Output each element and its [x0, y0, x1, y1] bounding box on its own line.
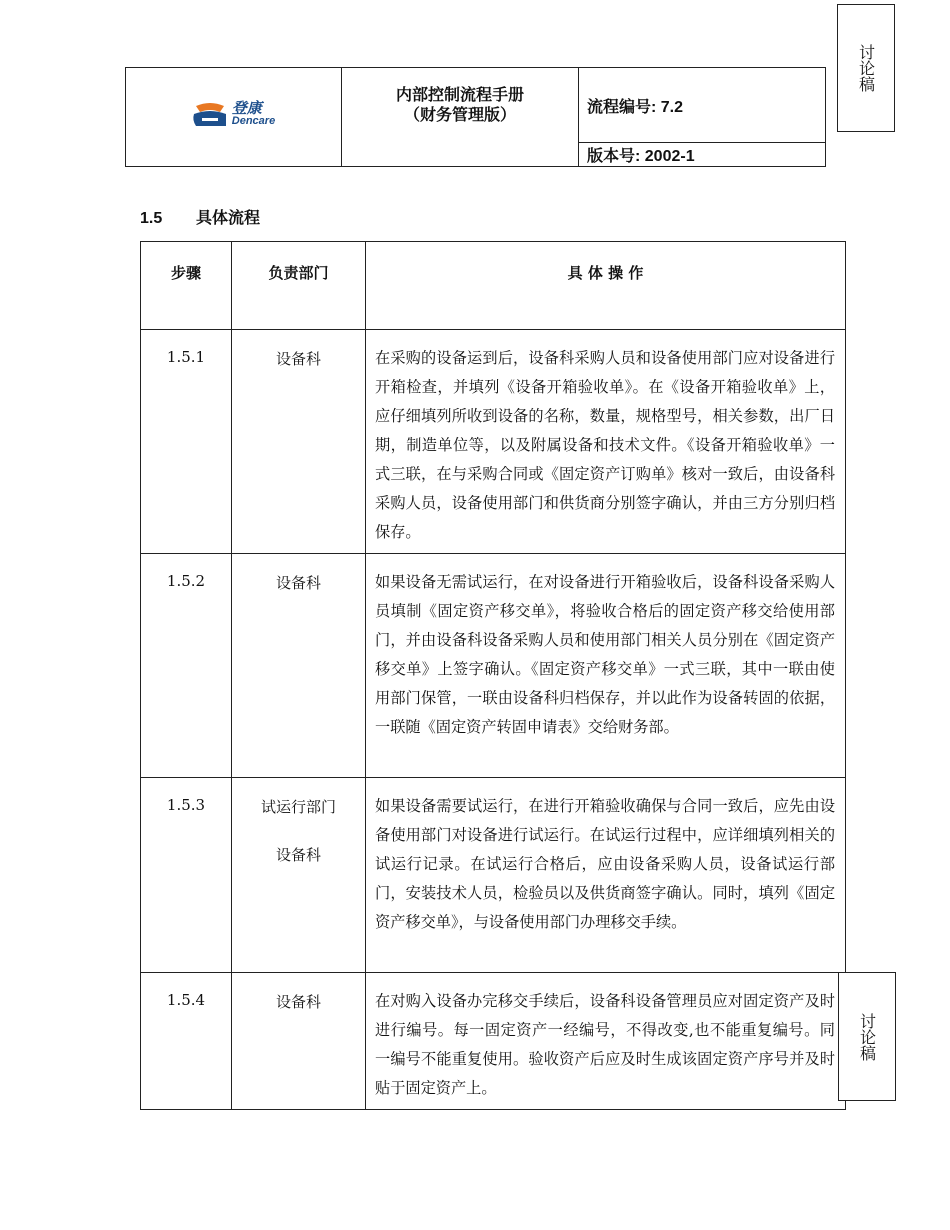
table-row: [141, 554, 846, 778]
section-number: 1.5: [140, 210, 163, 227]
responsible-dept: [232, 778, 366, 973]
dept-name: 设备科: [275, 574, 321, 592]
section-title: 具体流程: [196, 210, 261, 227]
header-dept: 负责部门: [232, 242, 366, 330]
operation-description: 如果设备无需试运行，在对设备进行开箱验收后，设备科设备采购人员填制《固定资产移交单》，将验收合格后的固定资产移交给使用部门，并由设备科设备采购人员和使用部门相关人员分别在《固定资产移交单》上签字确认。《固定资产移交单》一式三联，其中一联由使用部门保管，一联由设备科归档保存，并以此作为设备转固的依据，一联随《固定资产转固申请表》交给财务部。: [366, 554, 846, 778]
header-operations: 具 体 操 作: [366, 242, 846, 330]
operation-description: 在对购入设备办完移交手续后，设备科设备管理员应对固定资产及时进行编号。每一固定资产一经编号，不得改变,也不能重复编号。同一编号不能重复使用。验收资产后应及时生成该固定资产序号并及时贴于固定资产上。: [366, 973, 846, 1110]
responsible-dept: [232, 973, 366, 1110]
responsible-dept: [232, 554, 366, 778]
step-number: 1.5.3: [141, 778, 232, 973]
dept-name: 设备科: [275, 350, 321, 368]
process-table: [140, 241, 846, 1110]
draft-stamp: 讨论稿: [838, 972, 896, 1101]
logo-cell: [126, 68, 342, 167]
manual-title-line2: （财务管理版）: [403, 107, 516, 124]
step-number: 1.5.2: [141, 554, 232, 778]
operation-description: 如果设备需要试运行，在进行开箱验收确保与合同一致后，应先由设备使用部门对设备进行试运行。在试运行过程中，应详细填列相关的试运行记录。在试运行合格后，应由设备采购人员，设备试运行部门，安装技术人员，检验员以及供货商签字确认。同时，填列《固定资产移交单》，与设备使用部门办理移交手续。: [366, 778, 846, 973]
company-logo: [192, 100, 275, 130]
document-header: [125, 67, 826, 167]
logo-chinese-name: 登康: [231, 98, 262, 117]
table-row: [141, 330, 846, 554]
manual-title: [342, 68, 579, 167]
dencare-logo-icon: [192, 100, 228, 130]
step-number: 1.5.1: [141, 330, 232, 554]
dept-name: 设备科: [275, 846, 321, 864]
process-code: 流程编号: 7.2: [579, 68, 826, 143]
manual-title-line1: 内部控制流程手册: [395, 87, 524, 104]
step-number: 1.5.4: [141, 973, 232, 1110]
header-step: 步骤: [141, 242, 232, 330]
draft-stamp: 讨论稿: [837, 4, 895, 132]
version-number: 版本号: 2002-1: [579, 143, 826, 167]
dept-name: 设备科: [275, 993, 321, 1011]
table-header-row: [141, 242, 846, 330]
section-heading: [140, 205, 260, 228]
responsible-dept: [232, 330, 366, 554]
table-row: [141, 778, 846, 973]
dept-name: 试运行部门: [260, 798, 336, 816]
table-row: [141, 973, 846, 1110]
logo-english-name: Dencare: [231, 114, 276, 127]
operation-description: 在采购的设备运到后，设备科采购人员和设备使用部门应对设备进行开箱检查，并填列《设备开箱验收单》。在《设备开箱验收单》上，应仔细填列所收到设备的名称，数量，规格型号，相关参数，出厂日期，制造单位等，以及附属设备和技术文件。《设备开箱验收单》一式三联，在与采购合同或《固定资产订购单》核对一致后，由设备科采购人员，设备使用部门和供货商分别签字确认，并由三方分别归档保存。: [366, 330, 846, 554]
